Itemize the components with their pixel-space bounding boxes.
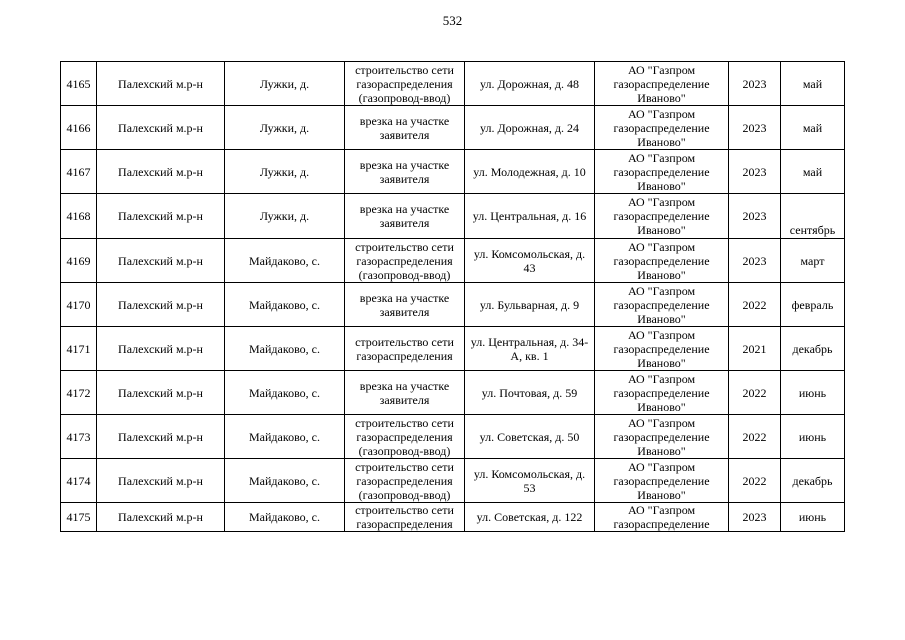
table-row (61, 62, 845, 106)
cell-id: 4175 (61, 503, 97, 532)
cell-work: строительство сети газораспределения (газопровод-ввод) (345, 415, 465, 459)
cell-month: май (781, 106, 845, 150)
cell-district: Палехский м.р-н (97, 194, 225, 239)
cell-id: 4168 (61, 194, 97, 239)
cell-district: Палехский м.р-н (97, 106, 225, 150)
gas-connection-table (60, 61, 845, 532)
cell-work: врезка на участке заявителя (345, 283, 465, 327)
cell-year: 2023 (729, 194, 781, 239)
cell-address: ул. Центральная, д. 16 (465, 194, 595, 239)
cell-address: ул. Комсомольская, д. 53 (465, 459, 595, 503)
cell-year: 2022 (729, 415, 781, 459)
cell-month: сентябрь (781, 194, 845, 239)
cell-year: 2021 (729, 327, 781, 371)
cell-district: Палехский м.р-н (97, 283, 225, 327)
cell-locality: Майдаково, с. (225, 371, 345, 415)
cell-locality: Майдаково, с. (225, 283, 345, 327)
cell-address: ул. Советская, д. 122 (465, 503, 595, 532)
cell-district: Палехский м.р-н (97, 459, 225, 503)
table-row (61, 106, 845, 150)
cell-org: АО "Газпром газораспределение Иваново" (595, 371, 729, 415)
cell-month: март (781, 239, 845, 283)
cell-address: ул. Советская, д. 50 (465, 415, 595, 459)
cell-locality: Майдаково, с. (225, 327, 345, 371)
cell-district: Палехский м.р-н (97, 239, 225, 283)
cell-district: Палехский м.р-н (97, 327, 225, 371)
cell-org: АО "Газпром газораспределение Иваново" (595, 150, 729, 194)
table-row (61, 503, 845, 532)
cell-month: июнь (781, 371, 845, 415)
cell-work: врезка на участке заявителя (345, 194, 465, 239)
cell-id: 4171 (61, 327, 97, 371)
cell-id: 4167 (61, 150, 97, 194)
cell-month: февраль (781, 283, 845, 327)
cell-month: декабрь (781, 327, 845, 371)
cell-locality: Лужки, д. (225, 150, 345, 194)
cell-month: декабрь (781, 459, 845, 503)
cell-address: ул. Дорожная, д. 24 (465, 106, 595, 150)
table-row (61, 371, 845, 415)
cell-address: ул. Почтовая, д. 59 (465, 371, 595, 415)
table-row (61, 415, 845, 459)
table-row (61, 327, 845, 371)
cell-district: Палехский м.р-н (97, 503, 225, 532)
table-row (61, 283, 845, 327)
cell-year: 2023 (729, 62, 781, 106)
cell-org: АО "Газпром газораспределение (595, 503, 729, 532)
cell-id: 4165 (61, 62, 97, 106)
cell-id: 4173 (61, 415, 97, 459)
cell-org: АО "Газпром газораспределение Иваново" (595, 415, 729, 459)
cell-year: 2023 (729, 150, 781, 194)
cell-org: АО "Газпром газораспределение Иваново" (595, 327, 729, 371)
cell-year: 2022 (729, 459, 781, 503)
cell-district: Палехский м.р-н (97, 150, 225, 194)
cell-district: Палехский м.р-н (97, 415, 225, 459)
cell-year: 2023 (729, 239, 781, 283)
cell-work: врезка на участке заявителя (345, 150, 465, 194)
cell-locality: Лужки, д. (225, 62, 345, 106)
cell-id: 4166 (61, 106, 97, 150)
table-row (61, 150, 845, 194)
table-row (61, 459, 845, 503)
cell-address: ул. Комсомольская, д. 43 (465, 239, 595, 283)
cell-org: АО "Газпром газораспределение Иваново" (595, 239, 729, 283)
cell-org: АО "Газпром газораспределение Иваново" (595, 459, 729, 503)
cell-work: врезка на участке заявителя (345, 106, 465, 150)
cell-year: 2022 (729, 371, 781, 415)
cell-work: строительство сети газораспределения (345, 503, 465, 532)
cell-locality: Майдаково, с. (225, 415, 345, 459)
cell-address: ул. Центральная, д. 34-А, кв. 1 (465, 327, 595, 371)
cell-org: АО "Газпром газораспределение Иваново" (595, 62, 729, 106)
cell-work: строительство сети газораспределения (345, 327, 465, 371)
cell-work: строительство сети газораспределения (газопровод-ввод) (345, 62, 465, 106)
cell-locality: Майдаково, с. (225, 459, 345, 503)
cell-work: строительство сети газораспределения (газопровод-ввод) (345, 239, 465, 283)
cell-locality: Майдаково, с. (225, 503, 345, 532)
cell-year: 2023 (729, 106, 781, 150)
cell-org: АО "Газпром газораспределение Иваново" (595, 283, 729, 327)
cell-id: 4169 (61, 239, 97, 283)
cell-locality: Лужки, д. (225, 106, 345, 150)
cell-month: июнь (781, 415, 845, 459)
cell-month: июнь (781, 503, 845, 532)
cell-address: ул. Молодежная, д. 10 (465, 150, 595, 194)
cell-locality: Лужки, д. (225, 194, 345, 239)
cell-id: 4170 (61, 283, 97, 327)
table-row (61, 194, 845, 239)
cell-year: 2023 (729, 503, 781, 532)
cell-org: АО "Газпром газораспределение Иваново" (595, 106, 729, 150)
cell-work: строительство сети газораспределения (газопровод-ввод) (345, 459, 465, 503)
cell-id: 4174 (61, 459, 97, 503)
cell-address: ул. Бульварная, д. 9 (465, 283, 595, 327)
table-row (61, 239, 845, 283)
cell-org: АО "Газпром газораспределение Иваново" (595, 194, 729, 239)
cell-locality: Майдаково, с. (225, 239, 345, 283)
cell-id: 4172 (61, 371, 97, 415)
cell-district: Палехский м.р-н (97, 62, 225, 106)
cell-district: Палехский м.р-н (97, 371, 225, 415)
cell-month: май (781, 150, 845, 194)
cell-address: ул. Дорожная, д. 48 (465, 62, 595, 106)
page-number: 532 (442, 13, 463, 28)
cell-month: май (781, 62, 845, 106)
cell-work: врезка на участке заявителя (345, 371, 465, 415)
cell-year: 2022 (729, 283, 781, 327)
